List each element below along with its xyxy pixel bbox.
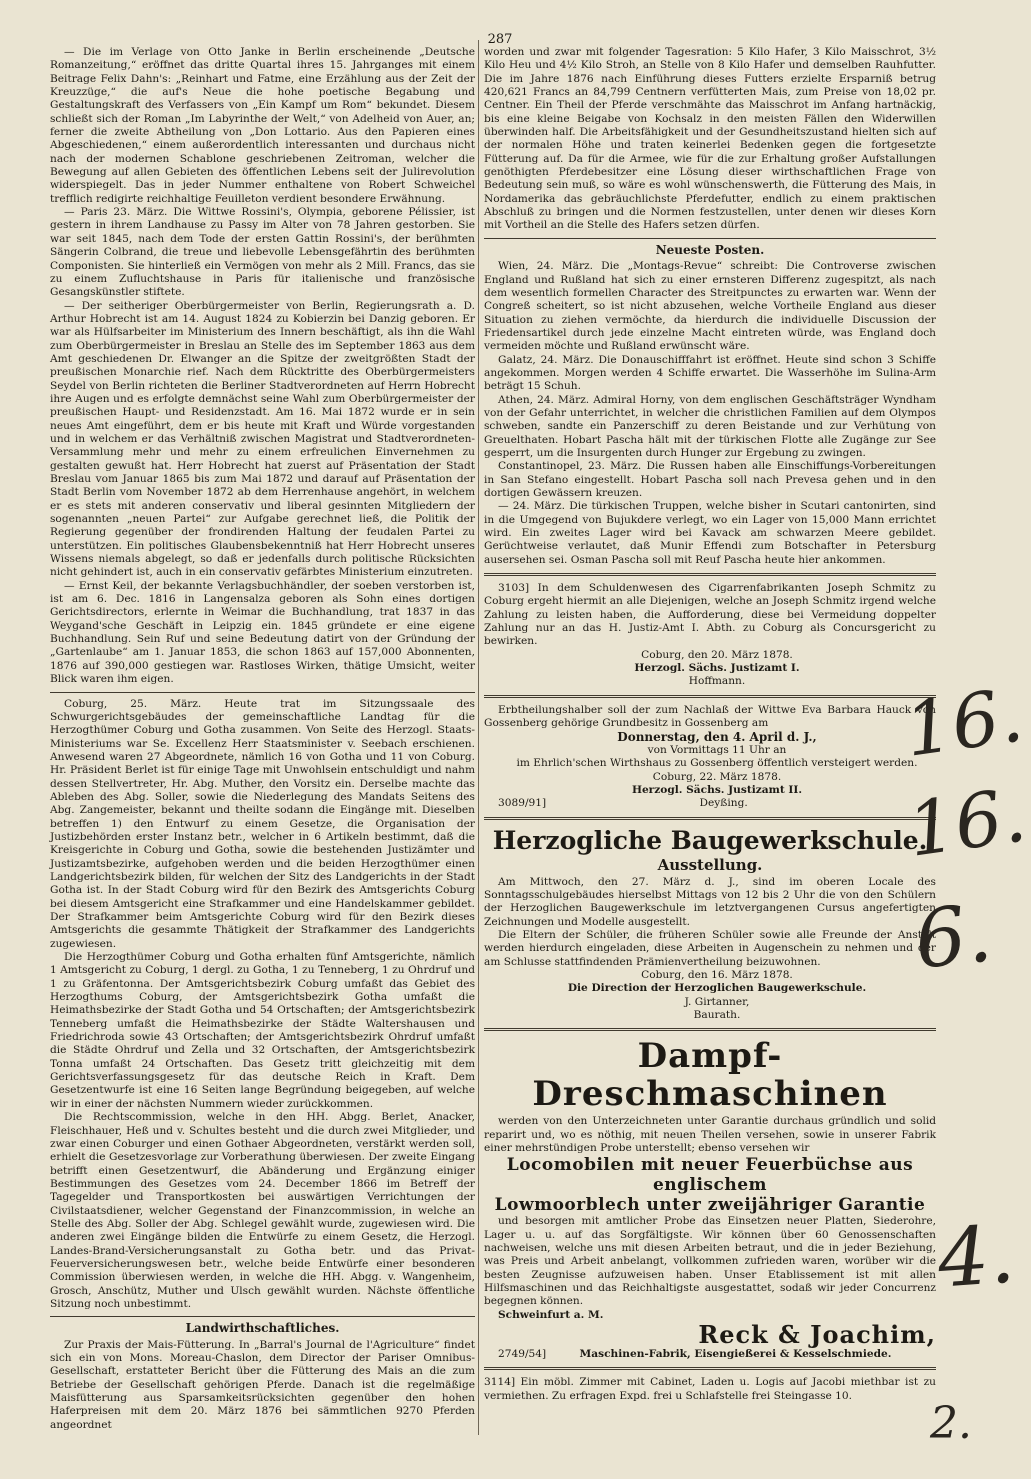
notice-name: Hoffmann. [688, 675, 746, 688]
divider [50, 1316, 475, 1317]
article-rechtscommission: Die Rechtscommission, welche in den HH. Abgg. Berlet, Anacker, Fleischhauer, Heß und v. Schultes besteht und die durch zwei Mitglieder, und zwar einen Coburger und einen Gothaer Abgeordneten, verstärkt werden soll, erhielt die Gesetzesvorlage zur Vorberathung überwiesen. Der zweite Eingang betrifft einen Gesetzentwurf, die Abänderung und Ergänzung einiger Bestimmungen des Gesetzes vom 24. December 1866 im Betreff der Tagegelder und Transportkosten bei auswärtigen Verrichtungen der Civilstaatsdiener, welcher Gegenstand der Finanzcommission, in welche an Stelle des Abg. Soller der Abg. Schlegel gewählt wurde, zugewiesen wird. Die anderen zwei Eingänge bilden die Entwürfe zu einem Gesetz, die Herzogl. Landes-Brand-Versicherungsanstalt zu Gotha betr. und das Privat-Feuerversicherungswesen betr., welche beide Entwürfe einer besonderen Commission überwiesen werden, in welche die HH. Abgg. v. Wangenheim, Grosch, Anschütz, Muther und Ulsch gewählt wurden. Nächste öffentliche Sitzung noch unbestimmt. [50, 1111, 475, 1310]
handwritten-mark: 6. [910, 886, 996, 987]
handwritten-mark: 4. [934, 1207, 1018, 1306]
divider [484, 1028, 936, 1031]
ad-headline-2: Lowmoorblech unter zweijähriger Garantie [494, 1195, 926, 1216]
notice-signature: Herzogl. Sächs. Justizamt I. [634, 662, 800, 675]
article-paris-rossini: — Paris 23. März. Die Wittwe Rossini's, Olympia, geborene Pélissier, ist gestern in ihrem Landhause zu Passy im Alter von 78 Jahren gestorben. Sie war seit 1845, nach dem Tode der ersten Gattin Rossini's, der berühmten Sängerin Colbrand, die treue und liebevolle Lebensgefährtin des berühmten Componisten. Sie hinterließ ein Vermögen von mehr als 2 Mill. Francs, das sie zu einem Zufluchtshause in Paris für italienische und französische Gesangskünstler stiftete. [50, 206, 475, 299]
notice-time: von Vormittags 11 Uhr an [647, 743, 787, 756]
notice-when: Donnerstag, den 4. April d. J., [617, 729, 817, 744]
page-number: 287 [487, 32, 513, 47]
ad-subtitle: Ausstellung. [657, 855, 763, 874]
ad-signature: Die Direction der Herzoglichen Baugewerkschule. [567, 982, 867, 995]
column-rule [478, 40, 479, 1435]
ad-text-2: und besorgen mit amtlicher Probe das Einsetzen neuer Platten, Siederohre, Lager u. u. auf das Sorgfältigste. Wir können über 60 Genossenschaften nachweisen, welche uns mit diesen Arbeiten betraut, und die in jeder Beziehung, was Preis und Arbeit anbelangt, vollkommen zufrieden waren, worüber wir die besten Zeugnisse aufzuweisen haben. Unser Etablissement ist mit allen Hilfsmaschinen und das Reichhaltigste ausgestattet, sodaß wir jeder Concurrenz begegnen können. [484, 1215, 936, 1308]
ad-zimmer [484, 1376, 936, 1403]
divider [484, 238, 936, 239]
article-ernst-keil: — Ernst Keil, der bekannte Verlagsbuchhändler, der soeben verstorben ist, ist am 6. Dec. 1816 in Langensalza geboren als Sohn eines dortigen Gerichtsdirectors, erlernte in Weimar die Buchhandlung, trat 1837 in das Weygand'sche Geschäft in Leipzig ein. 1845 gründete er eine eigene Buchhandlung. Sein Ruf und seine Bedeutung datirt von der Gründung der „Gartenlaube“ am 1. Januar 1853, die schon 1863 auf 157,000 Abonnenten, 1876 auf 390,000 gestiegen war. Rastloses Wirken, thätige Umsicht, weiter Blick waren ihm eigen. [50, 579, 475, 686]
handwritten-mark: 16. [899, 672, 1029, 774]
notice-number: 3089/91] [498, 797, 547, 810]
ad-title: Dampf-Dreschmaschinen [532, 1036, 888, 1115]
article-coburg-landtag: Coburg, 25. März. Heute trat im Sitzungssaale des Schwurgerichtsgebäudes der gemeinschaftliche Landtag für die Herzogthümer Coburg und Gotha zusammen. Von Seite des Herzogl. Staats-Ministeriums war Se. Excellenz Herr Staatsminister v. Seebach erschienen. Anwesend waren 27 Abgeordnete, nämlich 16 von Gotha und 11 von Coburg. Hr. Präsident Berlet ist für einige Tage mit Unwohlsein entschuldigt und nahm dessen Stellvertreter, Hr. Abg. Muther, den Vorsitz ein. Derselbe machte das Ableben des Abg. Soller, sowie die Niederlegung des Mandats Seitens des Abg. Zangemeister, bekannt und theilte sodann die Eingänge mit. Dieselben betreffen 1) den Entwurf zu einem Gesetze, die Organisation der Justizbehörden erster Instanz betr., welcher in 6 Artikeln bestimmt, daß die Kreisgerichte in Coburg und Gotha, sowie die bestehenden Justizämter und Justizamtsbezirke, aufgehoben werden und die beiden Herzogthümer einen Landgerichtsbezirk bilden, für welchen der Sitz des Landgerichts in der Stadt Gotha ist. In der Stadt Coburg wird für den Bezirk des Amtsgerichts Coburg bei diesem Amtsgericht eine Strafkammer und eine Handelskammer gebildet. Der Strafkammer beim Amtsgerichte Coburg wird für den Bezirk dieses Amtsgerichts die gesammte Thätigkeit der Strafkammer des Landgerichts zugewiesen. [50, 697, 475, 950]
handwritten-mark: 16. [902, 772, 1031, 874]
news-constantinopel-2: — 24. März. Die türkischen Truppen, welche bisher in Scutari cantonirten, sind in die Umgegend von Bujukdere verlegt, wo ein Lager von 15,000 Mann errichtet wird. Ein zweites Lager wird bei Kavack am schwarzen Meere gebildet. Gerüchtweise verlautet, daß Munir Effendi zum Botschafter in Petersburg ausersehen sei. Osman Pascha soll mit Reuf Pascha heute hier ankommen. [484, 500, 936, 566]
ad-text: Am Mittwoch, den 27. März d. J., sind im oberen Locale des Sonntagsschulgebäudes hierselbst Mittags von 12 bis 2 Uhr die von den Schülern der Herzoglichen Baugewerkschule im letztvergangenen Cursus angefertigten Zeichnungen und Modelle ausgestellt. [484, 875, 936, 928]
divider [50, 692, 475, 693]
ad-firm: Reck & Joachim, [698, 1320, 936, 1350]
notice-date: Coburg, den 20. März 1878. [641, 648, 793, 661]
notice-date: Coburg, 22. März 1878. [652, 770, 782, 783]
handwritten-mark: 2. [930, 1398, 972, 1449]
left-column [50, 46, 475, 1432]
notice-number: 3103] [498, 582, 530, 595]
ad-title: Herzogliche Baugewerkschule. [492, 825, 928, 855]
right-column [484, 46, 936, 1403]
notice-hauck [484, 704, 936, 811]
notice-name: Deyßing. [699, 797, 748, 810]
news-athen: Athen, 24. März. Admiral Horny, von dem englischen Geschäftsträger Wyndham von der Gefahr unterrichtet, in welcher die christlichen Familien auf dem Olympos schweben, sandte ein Panzerschiff zu deren Beistande und zur Verhütung von Greuelthaten. Hobart Pascha hält mit der türkischen Flotte alle Zugänge zur See gesperrt, um die Insurgenten durch Hunger zur Ergebung zu zwingen. [484, 393, 936, 459]
article-amtsgerichte: Die Herzogthümer Coburg und Gotha erhalten fünf Amtsgerichte, nämlich 1 Amtsgericht zu Coburg, 1 dergl. zu Gotha, 1 zu Tenneberg, 1 zu Ohrdruf und 1 zu Gräfentonna. Der Amtsgerichtsbezirk Coburg umfaßt das Gebiet des Herzogthums Coburg, der Amtsgerichtsbezirk Gotha umfaßt die Heimathsbezirke der Stadt Gotha und 54 Ortschaften; der Amtsgerichtsbezirk Tenneberg umfaßt die Heimathsbezirke der Städte Waltershausen und Friedrichroda sowie 43 Ortschaften; der Amtsgerichtsbezirk Ohrdruf umfaßt die Städte Ohrdruf und Zella und 32 Ortschaften, der Amtsgerichtsbezirk Tonna umfaßt 24 Ortschaften. Das Gesetz tritt gleichzeitig mit dem Gerichtsverfassungsgesetz für das deutsche Reich in Kraft. Dem Gesetzentwurfe ist eine 16 Seiten lange Begründung beigegeben, auf welche wir in einer der nächsten Nummern wieder zurückkommen. [50, 951, 475, 1110]
ad-role: Baurath. [693, 1009, 741, 1021]
article-mais-continued: worden und zwar mit folgender Tagesration: 5 Kilo Hafer, 3 Kilo Maisschrot, 3½ Kilo Heu und 4½ Kilo Stroh, an Stelle von 8 Kilo Hafer und demselben Rauhfutter. Die im Jahre 1876 nach Einführung dieses Futters erzielte Ersparniß betrug 420,621 Francs an 84,799 Centnern verfütterten Mais, zum Preise von 18,02 pr. Centner. Ein Theil der Pferde verschmähte das Maisschrot im Anfang hartnäckig, bis eine kleine Beigabe von Kochsalz in den meisten Fällen den Widerwillen überwinden half. Die Arbeitsfähigkeit und der Gesundheitszustand hielten sich auf der normalen Höhe und traten keinerlei Bedenken gegen die fortgesetzte Fütterung auf. Da für die Armee, wie für die zur Erhaltung großer Aufstallungen genöthigten Pferdebesitzer eine Lösung dieser wirthschaftlichen Frage von Bedeutung sein muß, so wäre es wohl wünschenswerth, die Fütterung des Mais, in Nordamerika das gebräuchlichste Pferdefutter, endlich zu einem praktischen Abschluß zu bringen und die Normen festzustellen, unter denen wir dieses Korn mit Vortheil an die Stelle des Hafers setzen dürfen. [484, 46, 936, 232]
ad-number: 2749/54] [498, 1348, 547, 1361]
news-wien: Wien, 24. März. Die „Montags-Revue“ schreibt: Die Controverse zwischen England und Rußland hat sich zu einer ernsteren Differenz zugespitzt, als nach dem wesentlich formellen Character des Streitpunctes zu erwarten war. Wenn der Congreß scheitert, so ist nicht abzusehen, welche Vortheile England aus dieser Situation zu ziehen vermöchte, da hierdurch die individuelle Discussion der Friedensartikel durch jede einzelne Macht eintreten würde, was England doch vermeiden möchte und Rußland erwünscht wäre. [484, 260, 936, 353]
news-galatz: Galatz, 24. März. Die Donauschifffahrt ist eröffnet. Heute sind schon 3 Schiffe angekommen. Morgen werden 4 Schiffe erwartet. Die Wasserhöhe im Sulina-Arm beträgt 15 Schuh. [484, 353, 936, 393]
news-constantinopel: Constantinopel, 23. März. Die Russen haben alle Einschiffungs-Vorbereitungen in San Stefano eingestellt. Hobart Pascha soll nach Prevesa gehen und in den dortigen Gewässern kreuzen. [484, 460, 936, 499]
ad-baugewerkschule [484, 826, 936, 1023]
notice-where: im Ehrlich'schen Wirthshaus zu Gossenberg öffentlich versteigert werden. [516, 757, 918, 770]
ad-dreschmaschinen [484, 1037, 936, 1361]
ad-place: Schweinfurt a. M. [498, 1308, 604, 1321]
divider [484, 817, 936, 820]
notice-signature: Herzogl. Sächs. Justizamt II. [631, 783, 803, 796]
ad-number: 3114] [484, 1376, 516, 1389]
ad-name: J. Girtanner, [684, 995, 750, 1008]
divider [484, 1367, 936, 1370]
section-heading-news: Neueste Posten. [655, 242, 765, 257]
divider [484, 573, 936, 576]
notice-schmitz [484, 582, 936, 689]
ad-text: Ein möbl. Zimmer mit Cabinet, Laden u. Logis auf Jacobi miethbar ist zu vermiethen. Zu erfragen Expd. frei u Schlafstelle frei Steingasse 10. [484, 1376, 936, 1402]
article-hobrecht: — Der seitheriger Oberbürgermeister von Berlin, Regierungsrath a. D. Arthur Hobrecht ist am 14. August 1824 zu Kobierzin bei Danzig geboren. Er war als Hülfsarbeiter im Ministerium des Innern beschäftigt, als ihn die Wahl zum Oberbürgermeister in Breslau an Stelle des im September 1863 aus dem Amt geschiedenen Dr. Elwanger an die Spitze der zweitgrößten Stadt der preußischen Monarchie rief. Nach dem Rücktritte des Oberbürgermeisters Seydel von Berlin richteten die Berliner Stadtverordneten auf Herrn Hobrecht ihre Augen und es erfolgte demnächst seine Wahl zum Oberbürgermeister der preußischen Haupt- und Residenzstadt. Am 16. Mai 1872 wurde er in sein neues Amt eingeführt, dem er bis heute mit Kraft und Würde vorgestanden und in welchem er das Verhältniß zwischen Magistrat und Stadtverordneten-Versammlung mehr und mehr zu einem erfreulichen Einvernehmen zu gestalten gewußt hat. Herr Hobrecht hat zuerst auf Präsentation der Stadt Breslau vom Januar 1865 bis zum Mai 1872 und darauf auf Präsentation der Stadt Berlin vom November 1872 ab dem Herrenhause angehört, in welchem er es stets mit anderen conservativ und liberal gesinnten Mitgliedern der sogenannten „neuen Partei“ zur Aufgabe gerechnet ließ, die Politik der Regierung gegenüber der frondirenden Haltung der feudalen Partei zu unterstützen. Ein politisches Glaubensbekenntniß hat Herr Hobrecht unseres Wissens niemals abgelegt, so daß er jedenfalls durch politische Rücksichten nicht gehindert ist, auch in ein conservativ gefärbtes Ministerium einzutreten. [50, 299, 475, 579]
article-mais-fuetterung: Zur Praxis der Mais-Fütterung. In „Barral's Journal de l'Agriculture“ findet sich ein von Mons. Moreau-Chaslon, dem Director der Pariser Omnibus-Gesellschaft, erstatteter Bericht über die Fütterung des Mais an die zum Betriebe der Gesellschaft gehörigen Pferde. Danach ist die regelmäßige Maisfütterung aus Sparsamkeitsrücksichten gegenüber den hohen Haferpreisen mit dem 20. März 1876 bei sämmtlichen 9270 Pferden angeordnet [50, 1338, 475, 1431]
ad-headline-1: Locomobilen mit neuer Feuerbüchse aus englischem [506, 1155, 914, 1196]
ad-text: werden von den Unterzeichneten unter Garantie durchaus gründlich und solid reparirt und, wo es nöthig, mit neuen Theilen versehen, sowie in unserer Fabrik einer mehrstündigen Probe unterstellt; ebenso versehen wir [484, 1115, 936, 1155]
article-romanzeitung: — Die im Verlage von Otto Janke in Berlin erscheinende „Deutsche Romanzeitung,“ eröffnet das dritte Quartal ihres 15. Jahrganges mit einem Beitrage Felix Dahn's: „Reinhart und Fatme, eine Erzählung aus der Zeit der Kreuzzüge,“ die auf's Neue die hohe poetische Begabung und Gestaltungskraft des Verfassers von „Ein Kampf um Rom“ bekundet. Diesem schließt sich der Roman „Im Labyrinthe der Welt,“ von Adelheid von Auer, an; ferner die zweite Abtheilung von „Don Lottario. Aus den Papieren eines Abgeschiedenen,“ einem außerordentlich interessanten und durchaus nicht nach der modernen Schablone geschriebenen Zeitroman, welcher die Bewegung auf allen Gebieten des öffentlichen Lebens seit der Julirevolution widerspiegelt. Das in jeder Nummer enthaltene von Robert Schweichel trefflich redigirte reichhaltige Feuilleton verdient besondere Erwähnung. [50, 46, 475, 205]
divider [484, 695, 936, 698]
ad-text-2: Die Eltern der Schüler, die früheren Schüler sowie alle Freunde der Anstalt werden hierdurch eingeladen, diese Arbeiten in Augenschein zu nehmen und der am Schlusse stattfindenden Prämienvertheilung beizuwohnen. [484, 928, 936, 968]
notice-text: Erbtheilungshalber soll der zum Nachlaß der Wittwe Eva Barbara Hauck von Gossenberg gehörige Grundbesitz in Gossenberg am [484, 703, 936, 730]
section-heading-agriculture: Landwirthschaftliches. [185, 1321, 340, 1336]
notice-text: In dem Schuldenwesen des Cigarrenfabrikanten Joseph Schmitz zu Coburg ergeht hiermit an alle Diejenigen, welche an Joseph Schmitz irgend welche Zahlung zu leisten haben, die Aufforderung, diese bei Vermeidung doppelter Zahlung nur an das H. Justiz-Amt I. Abth. zu Coburg als Concursgericht zu bewirken. [484, 582, 936, 648]
ad-date: Coburg, den 16. März 1878. [641, 968, 793, 981]
ad-firm-subtitle: Maschinen-Fabrik, Eisengießerei & Kesselschmiede. [579, 1348, 892, 1361]
